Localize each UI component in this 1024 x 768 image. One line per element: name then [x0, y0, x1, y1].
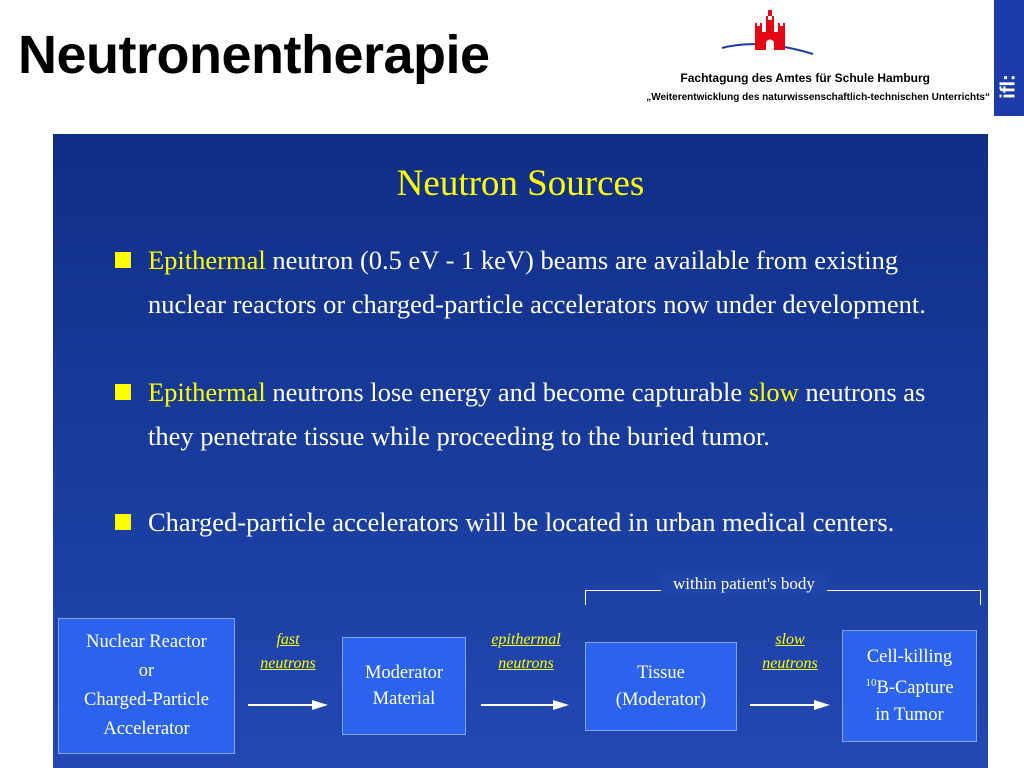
flow-label-line: fast — [276, 631, 300, 648]
flow-label-line: neutrons — [762, 655, 818, 672]
bullet-square-icon — [115, 514, 131, 530]
flow-box-line: Tissue — [637, 662, 685, 683]
flow-label-line: neutrons — [260, 655, 316, 672]
flow-box-line: in Tumor — [875, 704, 944, 725]
flow-box-line-capture — [865, 670, 953, 701]
bullet-highlight: Epithermal — [148, 377, 266, 407]
flow-box-line: B-Capture — [876, 678, 954, 699]
flow-label-slow-neutrons — [740, 628, 840, 676]
page-title: Neutronentherapie — [18, 25, 490, 85]
bracket-label: within patient's body — [661, 574, 827, 594]
flow-box-moderator — [342, 637, 466, 735]
bullet-highlight-slow: slow — [748, 377, 799, 407]
flow-box-line: or — [138, 661, 155, 681]
slide-panel — [53, 134, 988, 768]
flow-box-line: Accelerator — [103, 719, 190, 739]
slide-title: Neutron Sources — [396, 163, 645, 204]
flow-box-line: Charged-Particle — [83, 690, 209, 710]
bullet-square-icon — [115, 384, 131, 400]
bullet-text: neutrons lose energy and become capturable — [265, 377, 749, 407]
header-event-subtitle: „Weiterentwicklung des naturwissenschaftlich-technischen Unterrichts“ — [646, 92, 990, 103]
bullet-highlight: Epithermal — [148, 245, 266, 275]
bullet-square-icon — [115, 252, 131, 268]
flow-label-epithermal-neutrons — [464, 628, 588, 676]
flow-box-line: (Moderator) — [615, 689, 707, 710]
flow-box-line: Nuclear Reactor — [86, 632, 207, 652]
right-arrow-icon — [248, 700, 328, 710]
bullet-item — [148, 238, 948, 326]
bullet-text: Charged-particle accelerators will be located in urban medical centers. — [148, 507, 895, 537]
bullet-item — [148, 370, 948, 458]
flow-box-line: Material — [372, 689, 436, 709]
hamburg-coat-of-arms-icon — [720, 4, 815, 66]
boron-superscript: 10 — [865, 677, 877, 690]
flow-box-tumor — [842, 630, 977, 742]
ifl-logo — [994, 56, 1024, 116]
right-arrow-icon — [481, 700, 569, 710]
flow-label-line: epithermal — [491, 631, 561, 648]
right-arrow-icon — [750, 700, 830, 710]
flow-box-line: Moderator — [364, 663, 444, 683]
bullet-text-continued: neutrons as they penetrate tissue while proceeding to the buried tumor. — [148, 377, 926, 451]
flow-box-tissue — [585, 642, 737, 731]
flow-label-fast-neutrons — [238, 628, 338, 676]
ifl-logo-text: ifl: — [997, 73, 1020, 99]
bullet-item — [148, 500, 948, 544]
flow-box-neutron-source — [58, 618, 235, 754]
flow-box-line: Cell-killing — [866, 647, 953, 668]
flow-label-line: neutrons — [498, 655, 554, 672]
header-event-title: Fachtagung des Amtes für Schule Hamburg — [680, 71, 930, 85]
flow-label-line: slow — [775, 631, 805, 648]
bullet-text: neutron (0.5 eV - 1 keV) beams are available from existing nuclear reactors or charged-particle accelerators now under development. — [148, 245, 926, 319]
